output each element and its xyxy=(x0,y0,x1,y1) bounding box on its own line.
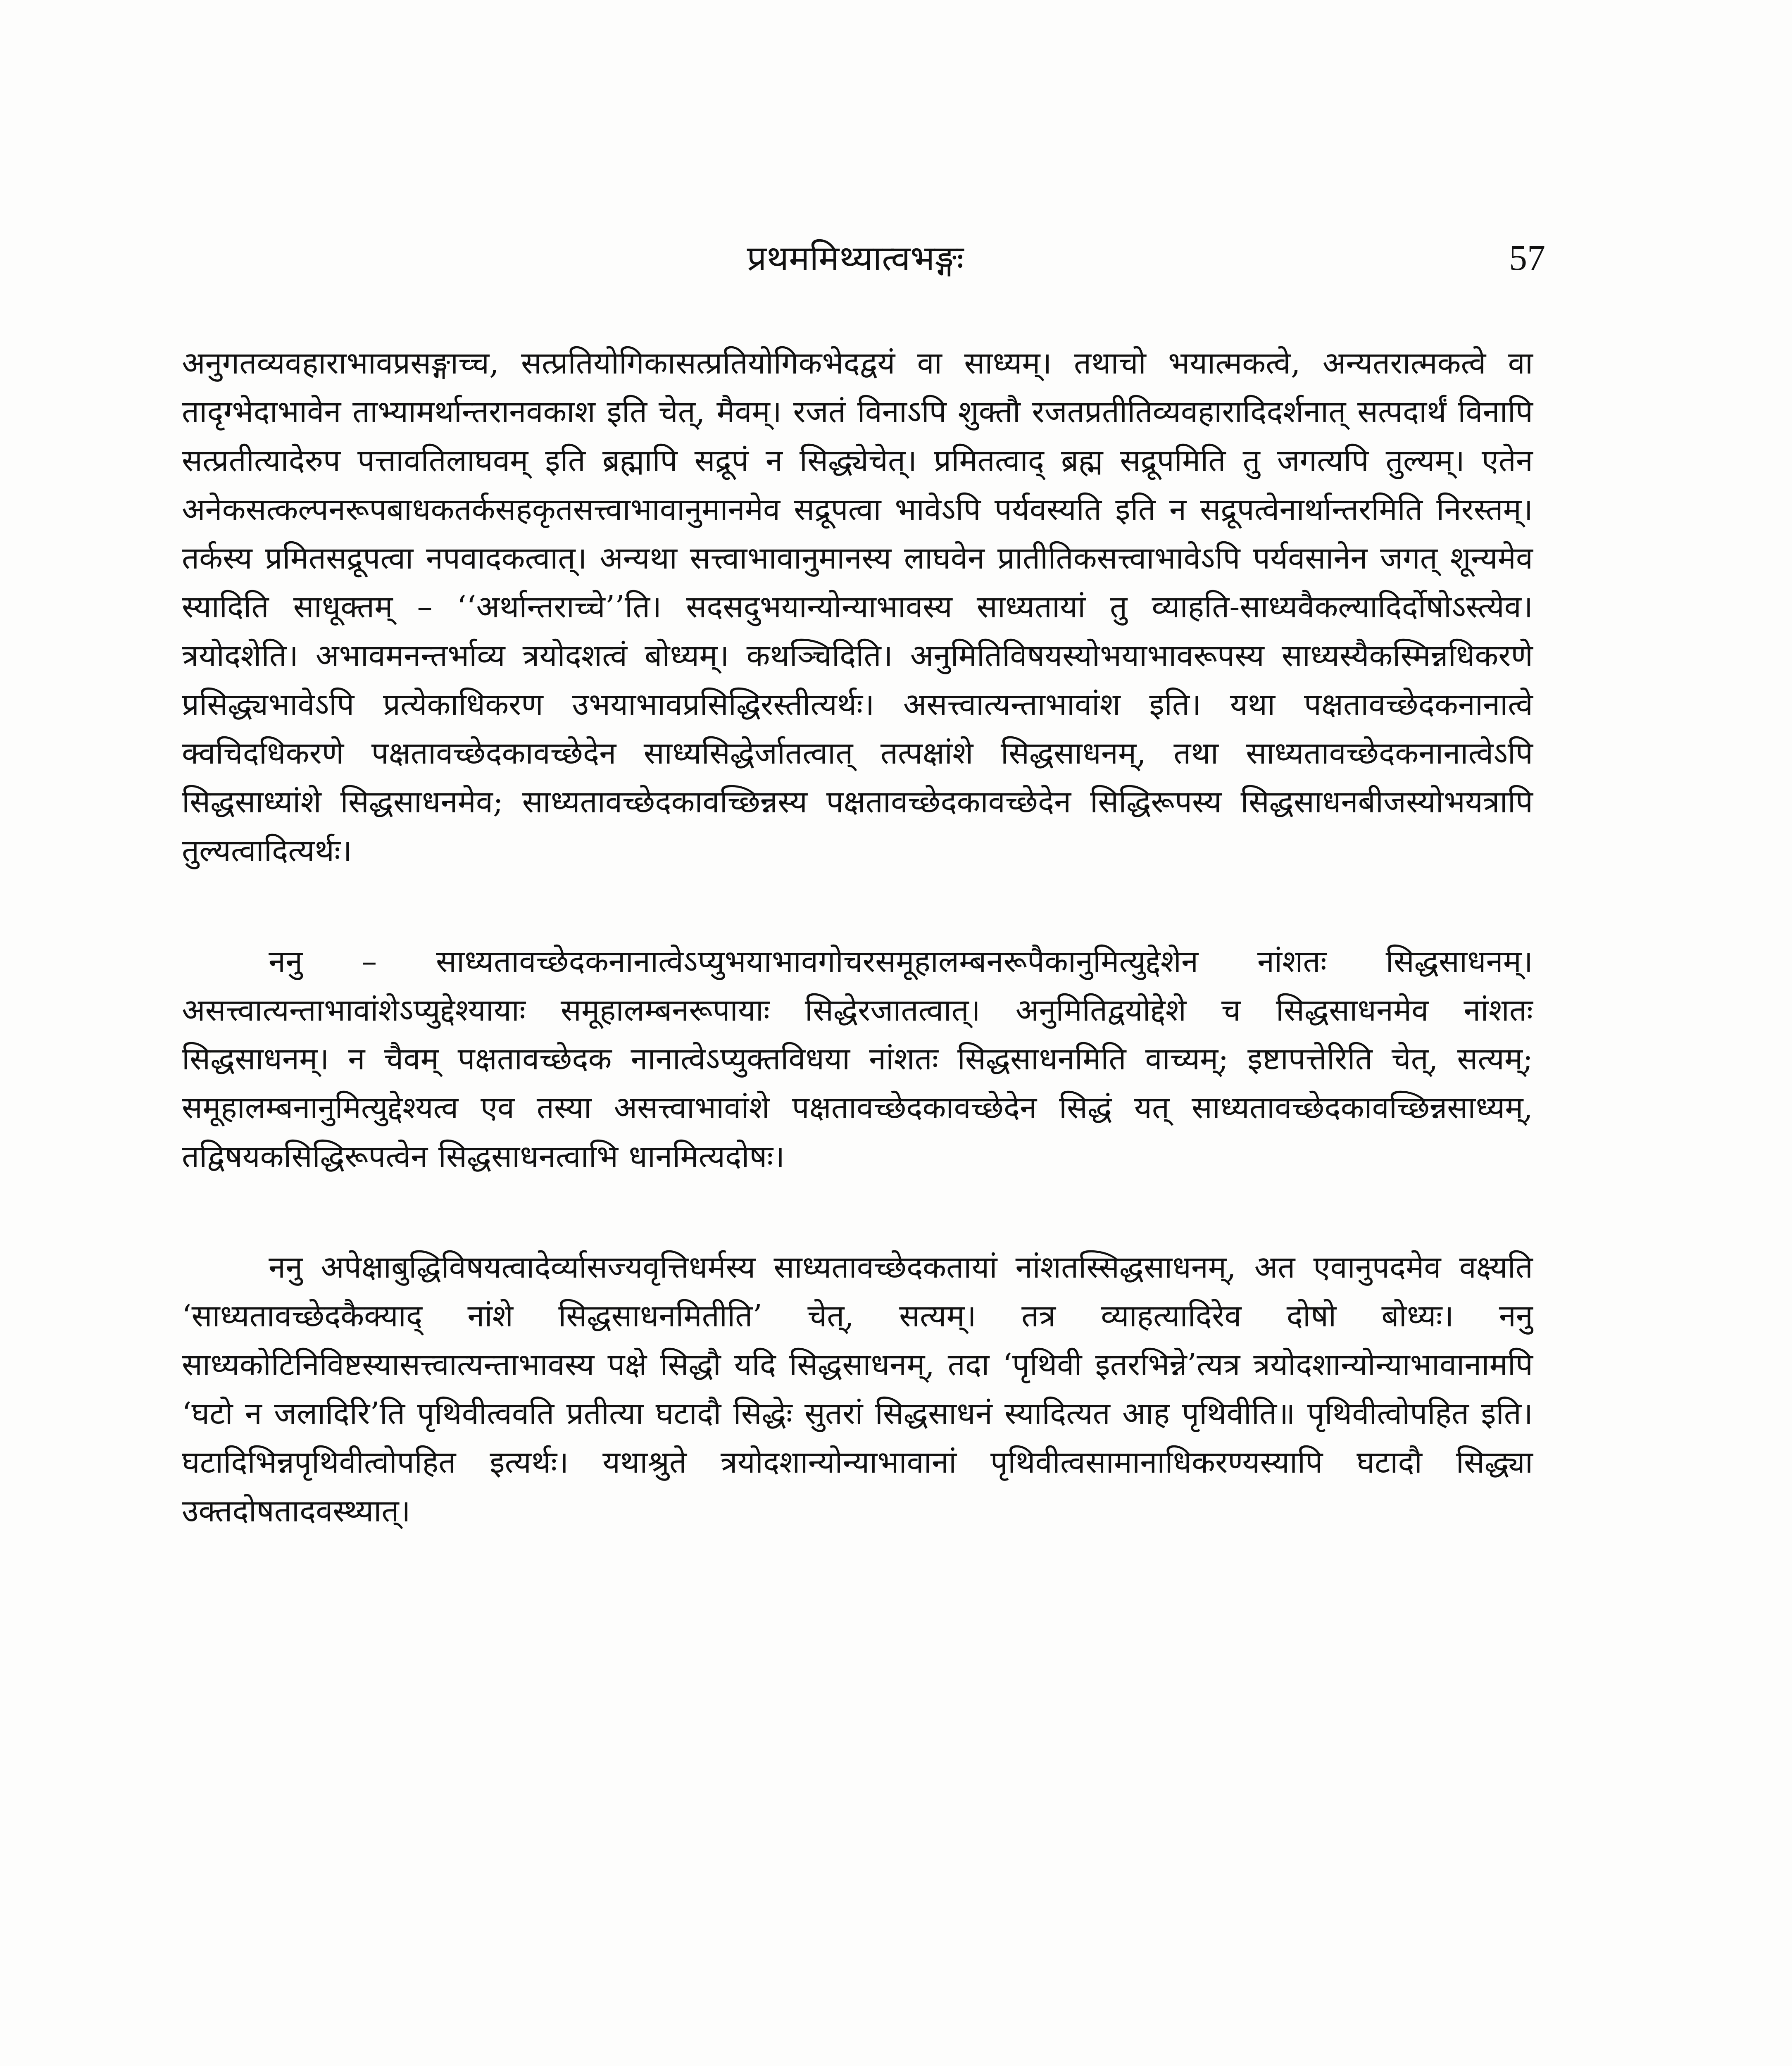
page-number: 57 xyxy=(1509,238,1545,278)
page-header xyxy=(182,231,1545,285)
body-text xyxy=(182,339,1533,1597)
running-title: प्रथममिथ्यात्वभङ्गः xyxy=(747,238,964,278)
paragraph-2: ननु – साध्यतावच्छेदकनानात्वेऽप्युभयाभावगोचरसमूहालम्बनरूपैकानुमित्युद्देशेन नांशतः सिद्धसाधनम्। असत्त्वात्यन्ताभावांशेऽप्युद्देश्यायाः समूहालम्बनरूपायाः सिद्धेरजातत्वात्। अनुमितिद्वयोद्देशे च सिद्धसाधनमेव नांशतः सिद्धसाधनम्। न चैवम् पक्षतावच्छेदक नानात्वेऽप्युक्तविधया नांशतः सिद्धसाधनमिति वाच्यम्; इष्टापत्तेरिति चेत्, सत्यम्; समूहालम्बनानुमित्युद्देश्यत्व एव तस्या असत्त्वाभावांशे पक्षतावच्छेदकावच्छेदेन सिद्धं यत् साध्यतावच्छेदकावच्छिन्नसाध्यम्, तद्विषयकसिद्धिरूपत्वेन सिद्धसाधनत्वाभि धानमित्यदोषः। xyxy=(182,944,1533,1174)
paragraph-3: ननु अपेक्षाबुद्धिविषयत्वादेर्व्यासज्यवृत्तिधर्मस्य साध्यतावच्छेदकतायां नांशतस्सिद्धसाधनम्, अत एवानुपदमेव वक्ष्यति ‘साध्यतावच्छेदकैक्याद् नांशे सिद्धसाधनमितीति’ चेत्, सत्यम्। तत्र व्याहत्यादिरेव दोषो बोध्यः। ननु साध्यकोटिनिविष्टस्यासत्त्वात्यन्ताभावस्य पक्षे सिद्धौ यदि सिद्धसाधनम्, तदा ‘पृथिवी इतरभिन्ने’त्यत्र त्रयोदशान्योन्याभावानामपि ‘घटो न जलादिरि’ति पृथिवीत्ववति प्रतीत्या घटादौ सिद्धेः सुतरां सिद्धसाधनं स्यादित्यत आह पृथिवीति॥ पृथिवीत्वोपहित इति। घटादिभिन्नपृथिवीत्वोपहित इत्यर्थः। यथाश्रुते त्रयोदशान्योन्याभावानां पृथिवीत्वसामानाधिकरण्यस्यापि घटादौ सिद्ध्या उक्तदोषतादवस्थ्यात्। xyxy=(182,1250,1533,1529)
paragraph-1: अनुगतव्यवहाराभावप्रसङ्गाच्च, सत्प्रतियोगिकासत्प्रतियोगिकभेदद्वयं वा साध्यम्। तथाचो भयात्मकत्वे, अन्यतरात्मकत्वे वा तादृग्भेदाभावेन ताभ्यामर्थान्तरानवकाश इति चेत्, मैवम्। रजतं विनाऽपि शुक्तौ रजतप्रतीतिव्यवहारादिदर्शनात् सत्पदार्थं विनापि सत्प्रतीत्यादेरुप पत्तावतिलाघवम् इति ब्रह्मापि सद्रूपं न सिद्ध्येचेत्। प्रमितत्वाद् ब्रह्म सद्रूपमिति तु जगत्यपि तुल्यम्। एतेन अनेकसत्कल्पनरूपबाधकतर्कसहकृतसत्त्वाभावानुमानमेव सद्रूपत्वा भावेऽपि पर्यवस्यति इति न सद्रूपत्वेनार्थान्तरमिति निरस्तम्। तर्कस्य प्रमितसद्रूपत्वा नपवादकत्वात्। अन्यथा सत्त्वाभावानुमानस्य लाघवेन प्रातीतिकसत्त्वाभावेऽपि पर्यवसानेन जगत् शून्यमेव स्यादिति साधूक्तम् – ‘‘अर्थान्तराच्चे’’ति। सदसदुभयान्योन्याभावस्य साध्यतायां तु व्याहति-साध्यवैकल्यादिर्दोषोऽस्त्येव। त्रयोदशेति। अभावमनन्तर्भाव्य त्रयोदशत्वं बोध्यम्। कथञ्चिदिति। अनुमितिविषयस्योभयाभावरूपस्य साध्यस्यैकस्मिन्नधिकरणे प्रसिद्ध्यभावेऽपि प्रत्येकाधिकरण उभयाभावप्रसिद्धिरस्तीत्यर्थः। असत्त्वात्यन्ताभावांश इति। यथा पक्षतावच्छेदकनानात्वे क्वचिदधिकरणे पक्षतावच्छेदकावच्छेदेन साध्यसिद्धेर्जातत्वात् तत्पक्षांशे सिद्धसाधनम्, तथा साध्यतावच्छेदकनानात्वेऽपि सिद्धसाध्यांशे सिद्धसाधनमेव; साध्यतावच्छेदकावच्छिन्नस्य पक्षतावच्छेदकावच्छेदेन सिद्धिरूपस्य सिद्धसाधनबीजस्योभयत्रापि तुल्यत्वादित्यर्थः। xyxy=(182,345,1533,869)
